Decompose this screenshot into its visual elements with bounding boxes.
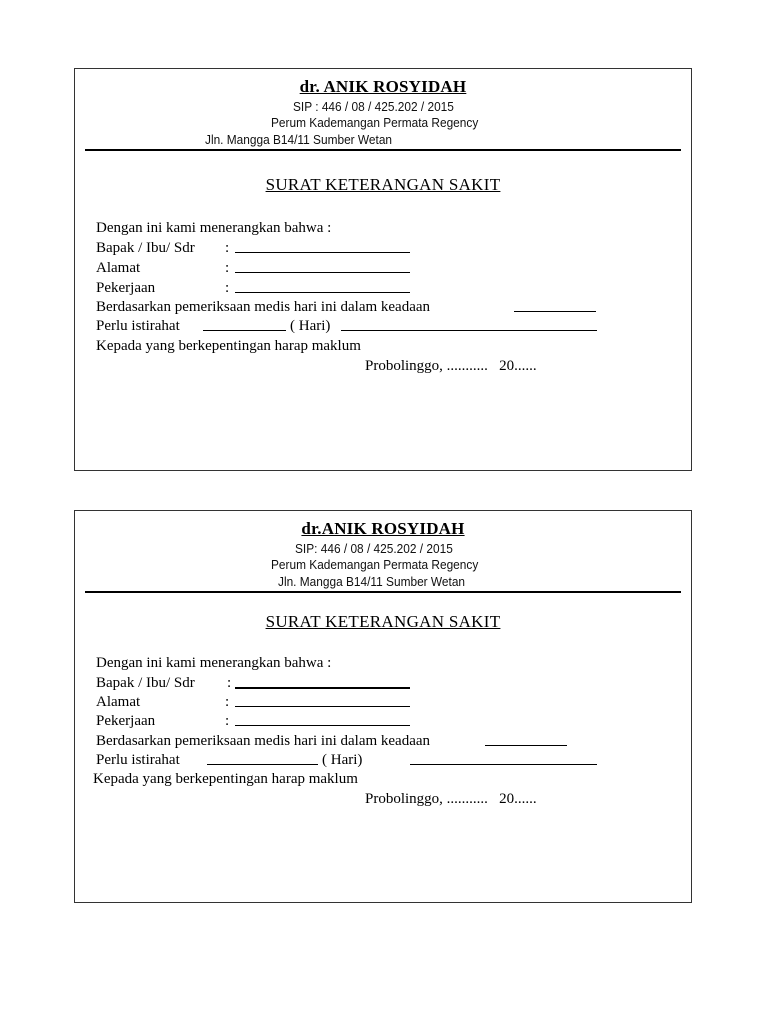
address-row [96,259,416,278]
address-line-2: Jln. Mangga B14/11 Sumber Wetan [278,575,466,589]
name-colon: : [227,675,232,691]
address-field[interactable] [235,693,410,707]
name-row [96,674,416,693]
exam-text: Berdasarkan pemeriksaan medis hari ini dalam keadaan [96,733,431,749]
closing-text: Kepada yang berkepentingan harap maklum [96,338,361,354]
address-line-1: Perum Kademangan Permata Regency [271,116,479,130]
address-row [96,693,416,712]
name-label: Bapak / Ibu/ Sdr [96,675,195,691]
job-field[interactable] [235,279,410,293]
job-label: Pekerjaan [96,713,156,729]
job-colon: : [225,713,230,729]
job-label: Pekerjaan [96,280,156,296]
rest-notes-field[interactable] [410,751,597,765]
sip-number: SIP: 446 / 08 / 425.202 / 2015 [295,542,453,556]
header-divider [85,591,681,593]
rest-row [96,317,606,336]
condition-field[interactable] [485,732,567,746]
name-row [96,239,416,258]
address-label: Alamat [96,694,141,710]
rest-label: Perlu istirahat [96,752,180,768]
condition-field[interactable] [514,298,596,312]
job-field[interactable] [235,712,410,726]
header-divider [85,149,681,151]
name-field[interactable] [235,674,410,689]
rest-label: Perlu istirahat [96,318,180,334]
job-row [96,712,416,731]
sick-note-card-1 [74,68,692,471]
place-date: Probolinggo, ........... 20...... [365,791,537,807]
rest-days-field[interactable] [207,751,318,765]
intro-text: Dengan ini kami menerangkan bahwa : [96,220,332,236]
sick-note-card-2 [74,510,692,903]
rest-notes-field[interactable] [341,317,597,331]
job-row [96,279,416,298]
name-label: Bapak / Ibu/ Sdr [96,240,195,256]
address-line-1: Perum Kademangan Permata Regency [271,558,479,572]
doctor-name: dr. ANIK ROSYIDAH [299,77,467,96]
rest-days-unit: ( Hari) [322,752,363,768]
address-line-2: Jln. Mangga B14/11 Sumber Wetan [205,133,393,147]
address-colon: : [225,260,230,276]
name-colon: : [225,240,230,256]
rest-row [96,751,606,770]
address-colon: : [225,694,230,710]
exam-row [96,732,606,751]
place-date: Probolinggo, ........... 20...... [365,358,537,374]
document-title: SURAT KETERANGAN SAKIT [265,175,501,194]
closing-text: Kepada yang berkepentingan harap maklum [93,771,358,787]
address-label: Alamat [96,260,141,276]
name-field[interactable] [235,239,410,253]
address-field[interactable] [235,259,410,273]
job-colon: : [225,280,230,296]
rest-days-unit: ( Hari) [290,318,331,334]
rest-days-field[interactable] [203,317,286,331]
intro-text: Dengan ini kami menerangkan bahwa : [96,655,332,671]
sip-number: SIP : 446 / 08 / 425.202 / 2015 [293,100,454,114]
document-title: SURAT KETERANGAN SAKIT [265,612,501,631]
exam-text: Berdasarkan pemeriksaan medis hari ini dalam keadaan [96,299,431,315]
doctor-name: dr.ANIK ROSYIDAH [301,519,465,538]
exam-row [96,298,606,317]
